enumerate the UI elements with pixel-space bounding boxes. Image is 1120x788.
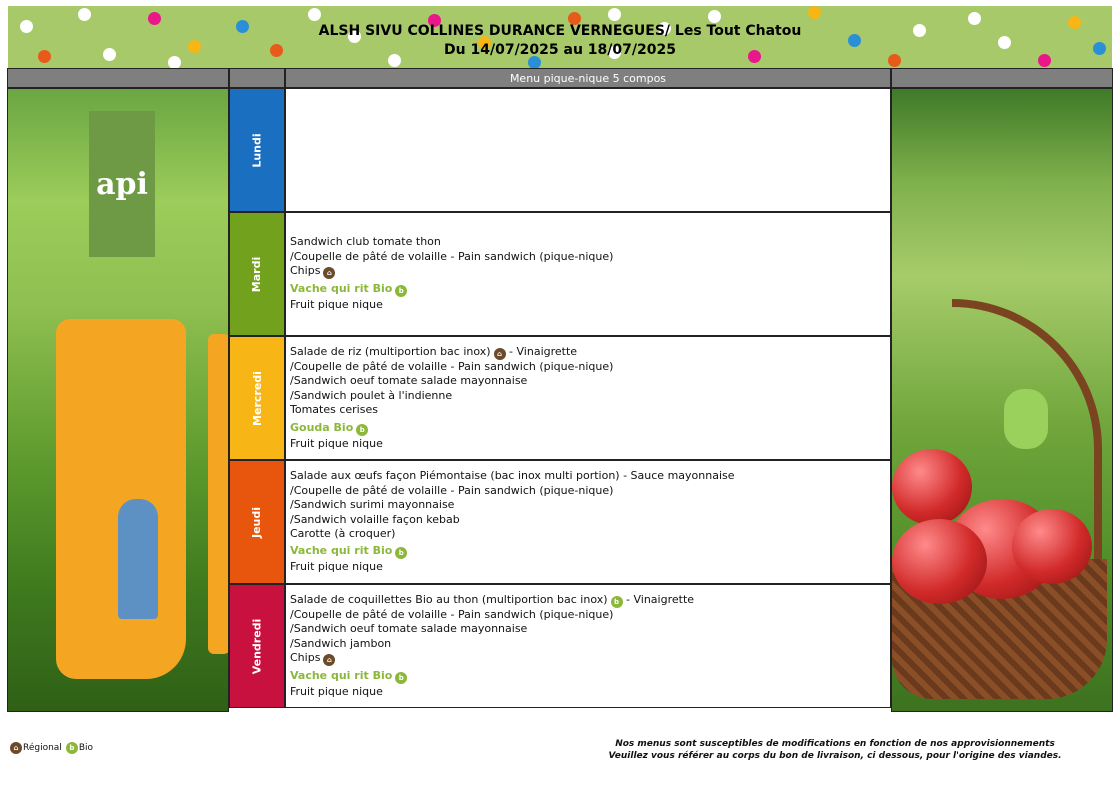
menu-item: [290, 264, 890, 279]
legend-regional-label: Régional: [23, 743, 62, 753]
menu-table: [7, 68, 1113, 712]
regional-icon: ⌂: [494, 348, 506, 360]
day-label-vendredi: [229, 584, 285, 708]
polka-dot: [608, 8, 621, 21]
apple-image: [892, 449, 972, 525]
menu-item: [290, 374, 890, 388]
menu-item-text: Fruit pique nique: [290, 298, 383, 312]
menu-item-text: /Coupelle de pâté de volaille - Pain sandwich (pique-nique): [290, 359, 614, 373]
polka-dot: [808, 6, 821, 19]
menu-item: [290, 484, 890, 498]
menu-item: [290, 345, 890, 360]
bio-icon: b: [611, 596, 623, 608]
legend-bio-label: Bio: [78, 743, 94, 753]
menu-item-text: Tomates cerises: [290, 403, 378, 417]
menu-item: [290, 282, 890, 297]
menu-item-text: /Coupelle de pâté de volaille - Pain sandwich (pique-nique): [290, 483, 614, 497]
menu-item: [290, 360, 890, 374]
polka-dot: [308, 8, 321, 21]
menu-item-text: Fruit pique nique: [290, 684, 383, 698]
day-name: Lundi: [250, 132, 264, 168]
menu-item-suffix: - Vinaigrette: [505, 344, 578, 358]
menu-cell-mardi: [285, 212, 891, 336]
menu-item: [290, 622, 890, 636]
regional-icon: ⌂: [323, 654, 335, 666]
menu-item-text: Fruit pique nique: [290, 560, 383, 574]
menu-item: [290, 651, 890, 666]
page-title: [8, 22, 1112, 60]
menu-item-text: Carotte (à croquer): [290, 526, 396, 540]
bio-icon: b: [356, 424, 368, 436]
menu-cell-jeudi: [285, 460, 891, 584]
bio-icon: b: [395, 285, 407, 297]
disclaimer-notice: [600, 738, 1070, 762]
menu-cell-lundi: [285, 88, 891, 212]
day-name: Mercredi: [250, 370, 264, 426]
menu-item-text: /Sandwich oeuf tomate salade mayonnaise: [290, 374, 528, 388]
bio-icon: b: [395, 547, 407, 559]
menu-item: [290, 637, 890, 651]
menu-item-text: Chips: [290, 650, 321, 664]
notice-line-2: Veuillez vous référer au corps du bon de livraison, ci dessous, pour l'origine des viandes.: [608, 751, 1062, 761]
menu-item: [290, 250, 890, 264]
day-name: Vendredi: [250, 618, 264, 674]
menu-item-text: /Sandwich poulet à l'indienne: [290, 388, 453, 402]
menu-item-text: Fruit pique nique: [290, 436, 383, 450]
day-name: Jeudi: [250, 506, 264, 538]
menu-item: [290, 389, 890, 403]
column-header-menu: Menu pique-nique 5 compos: [285, 68, 891, 88]
yellow-boot-image-2: [208, 334, 229, 654]
menu-item-text: Salade de riz (multiportion bac inox): [290, 344, 491, 358]
notice-line-1: Nos menus sont susceptibles de modifications en fonction de nos approvisionnements: [615, 739, 1055, 749]
header-blank-left: [7, 68, 229, 88]
menu-item: [290, 403, 890, 417]
menu-cell-vendredi: [285, 584, 891, 708]
menu-item: [290, 513, 890, 527]
menu-item: [290, 527, 890, 541]
child-on-basket-illustration: [1004, 389, 1048, 449]
menu-item: [290, 498, 890, 512]
day-label-mercredi: [229, 336, 285, 460]
menu-item: [290, 685, 890, 699]
yellow-boot-image: [56, 319, 186, 679]
bio-icon: b: [395, 672, 407, 684]
header-banner: [8, 6, 1112, 68]
menu-item: [290, 669, 890, 684]
menu-item-text: Gouda Bio: [290, 420, 354, 434]
child-illustration: [118, 499, 158, 619]
day-label-lundi: [229, 88, 285, 212]
menu-item-text: /Sandwich oeuf tomate salade mayonnaise: [290, 622, 528, 636]
apple-image: [1012, 509, 1092, 584]
apple-image: [892, 519, 987, 604]
menu-item-text: Vache qui rit Bio: [290, 282, 393, 296]
menu-item: [290, 421, 890, 436]
menu-item-text: /Coupelle de pâté de volaille - Pain sandwich (pique-nique): [290, 607, 614, 621]
menu-item: [290, 560, 890, 574]
menu-item-text: Vache qui rit Bio: [290, 668, 393, 682]
menu-item-text: Sandwich club tomate thon: [290, 235, 441, 249]
menu-cell-mercredi: [285, 336, 891, 460]
menu-item: [290, 235, 890, 249]
regional-icon: ⌂: [10, 742, 22, 754]
menu-item-text: Salade de coquillettes Bio au thon (multiportion bac inox): [290, 592, 608, 606]
api-logo: api: [89, 111, 155, 257]
menu-item-text: Vache qui rit Bio: [290, 544, 393, 558]
day-label-mardi: [229, 212, 285, 336]
menu-item: [290, 437, 890, 451]
menu-item-text: Salade aux œufs façon Piémontaise (bac inox multi portion) - Sauce mayonnaise: [290, 469, 735, 483]
day-name: Mardi: [250, 256, 264, 292]
menu-item: [290, 593, 890, 608]
menu-item: [290, 608, 890, 622]
left-photo-boots: [7, 88, 229, 712]
bio-icon: b: [66, 742, 78, 754]
menu-item-text: /Coupelle de pâté de volaille - Pain sandwich (pique-nique): [290, 249, 614, 263]
menu-item-text: Chips: [290, 264, 321, 278]
menu-item-text: /Sandwich jambon: [290, 636, 392, 650]
menu-item: [290, 469, 890, 483]
header-blank-right: [891, 68, 1113, 88]
menu-item-text: /Sandwich volaille façon kebab: [290, 512, 460, 526]
day-label-jeudi: [229, 460, 285, 584]
title-line-2: Du 14/07/2025 au 18/07/2025: [444, 42, 676, 58]
legend: [10, 742, 93, 754]
menu-item-text: /Sandwich surimi mayonnaise: [290, 498, 455, 512]
title-line-1: ALSH SIVU COLLINES DURANCE VERNEGUES/ Les Tout Chatou: [318, 23, 802, 39]
polka-dot: [78, 8, 91, 21]
menu-item-suffix: - Vinaigrette: [622, 592, 695, 606]
right-photo-apples: [891, 88, 1113, 712]
regional-icon: ⌂: [323, 267, 335, 279]
menu-item: [290, 298, 890, 312]
menu-item: [290, 544, 890, 559]
header-blank-day: [229, 68, 285, 88]
